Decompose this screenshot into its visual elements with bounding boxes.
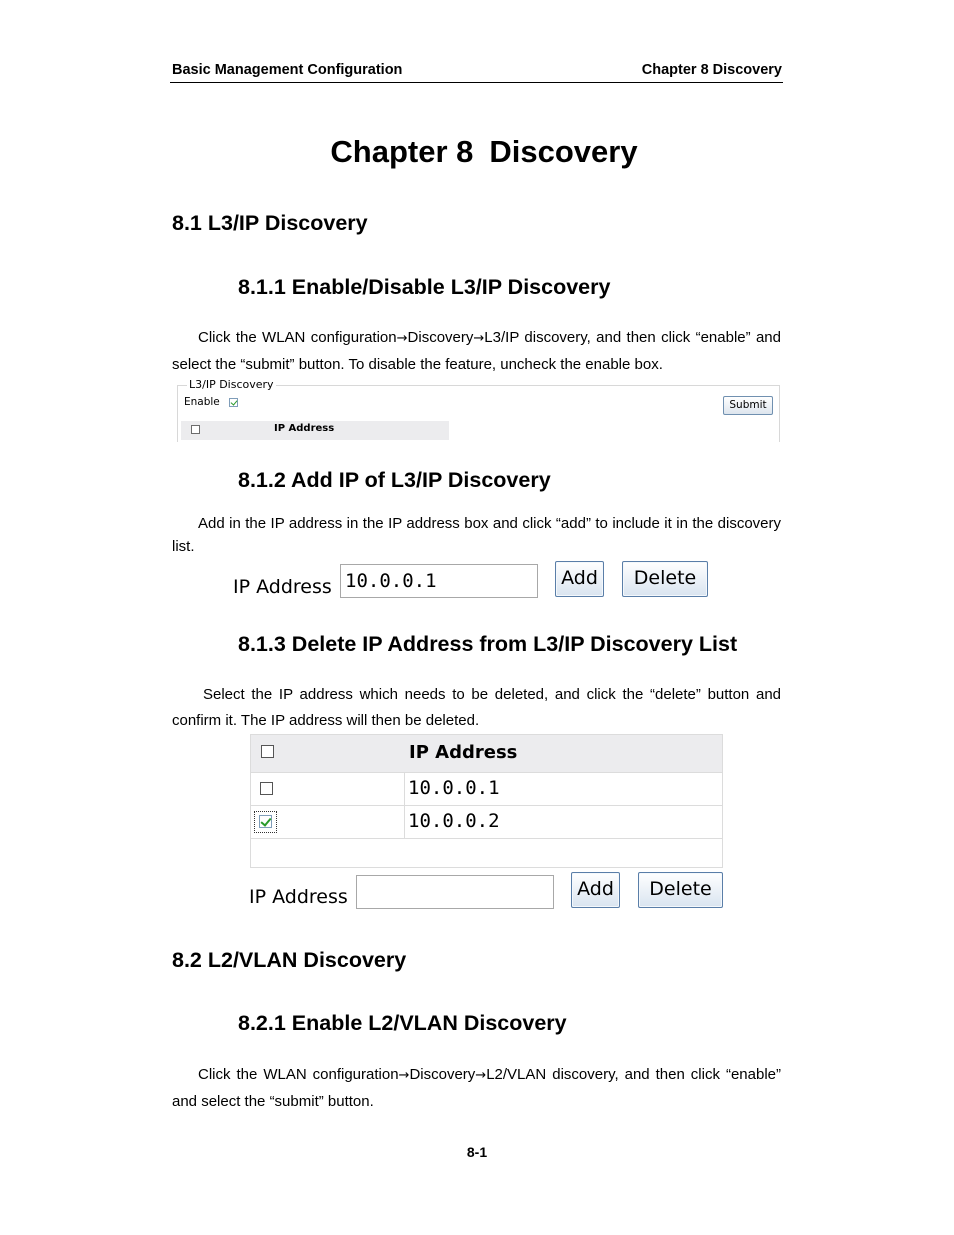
para-text: Discovery [409, 1066, 476, 1083]
select-all-checkbox[interactable] [191, 425, 200, 434]
section-heading-8-1-3: 8.1.3 Delete IP Address from L3/IP Discovery List [238, 632, 738, 656]
ip-discovery-table [250, 734, 723, 868]
table-header [251, 735, 722, 772]
section-heading-8-2-1: 8.2.1 Enable L2/VLAN Discovery [238, 1011, 567, 1035]
para-text: Click the WLAN configuration [198, 329, 397, 346]
arrow-icon: → [475, 1068, 487, 1083]
row-checkbox-checked[interactable] [259, 815, 272, 828]
para-text: Add in the IP address in the IP address box and click “add” to include it in the discovery list. [172, 515, 781, 555]
add-button[interactable]: Add [571, 872, 620, 908]
paragraph-8-1-2 [172, 512, 781, 558]
para-text: L2/VLAN discovery, and then click “enable” and select the “submit” button. [172, 1066, 781, 1110]
section-heading-8-2: 8.2 L2/VLAN Discovery [172, 948, 407, 972]
para-text: Discovery [407, 329, 474, 346]
running-header-left: Basic Management Configuration [172, 62, 403, 78]
arrow-icon: → [473, 331, 485, 346]
ip-address-label: IP Address [233, 576, 332, 598]
para-text: L3/IP discovery, and then click “enable” and select the “submit” button. To disable the feature, uncheck the enable box. [172, 329, 781, 373]
chapter-name: Discovery [489, 134, 638, 169]
submit-button[interactable]: Submit [723, 396, 773, 415]
enable-checkbox[interactable] [229, 398, 238, 407]
table-empty-row [251, 838, 722, 868]
row-checkbox[interactable] [260, 782, 273, 795]
column-divider [404, 772, 405, 838]
chapter-title [0, 134, 954, 170]
section-heading-8-1-1: 8.1.1 Enable/Disable L3/IP Discovery [238, 275, 611, 299]
ip-column-header: IP Address [274, 423, 335, 434]
para-text: Click the WLAN configuration [198, 1066, 399, 1083]
ip-table-header [181, 421, 449, 440]
ip-column-header: IP Address [409, 742, 518, 763]
ip-address-input[interactable] [356, 875, 554, 909]
fieldset-legend: L3/IP Discovery [189, 378, 274, 391]
table-row[interactable] [251, 772, 722, 805]
add-button[interactable]: Add [555, 561, 604, 597]
running-header-right: Chapter 8 Discovery [641, 62, 782, 78]
para-text: Select the IP address which needs to be deleted, and click the “delete” button and confirm it. The IP address will then be deleted. [172, 686, 781, 729]
l3-discovery-screenshot [177, 378, 781, 442]
ip-address-label: IP Address [249, 886, 348, 908]
delete-button[interactable]: Delete [622, 561, 708, 597]
enable-label: Enable [184, 396, 220, 408]
header-rule [170, 82, 783, 83]
ip-address-input[interactable]: 10.0.0.1 [340, 564, 538, 598]
arrow-icon: → [398, 1068, 410, 1083]
section-heading-8-1-2: 8.1.2 Add IP of L3/IP Discovery [238, 468, 551, 492]
paragraph-8-1-1 [172, 325, 781, 378]
ip-cell: 10.0.0.2 [408, 810, 500, 832]
chapter-number: Chapter 8 [330, 134, 474, 169]
table-row[interactable] [251, 805, 722, 838]
ip-cell: 10.0.0.1 [408, 777, 500, 799]
delete-button[interactable]: Delete [638, 872, 723, 908]
page-number: 8-1 [466, 1144, 488, 1160]
paragraph-8-1-3 [172, 682, 781, 734]
section-heading-8-1: 8.1 L3/IP Discovery [172, 211, 368, 235]
arrow-icon: → [396, 331, 408, 346]
select-all-checkbox[interactable] [261, 745, 274, 758]
paragraph-8-2-1 [172, 1062, 781, 1115]
